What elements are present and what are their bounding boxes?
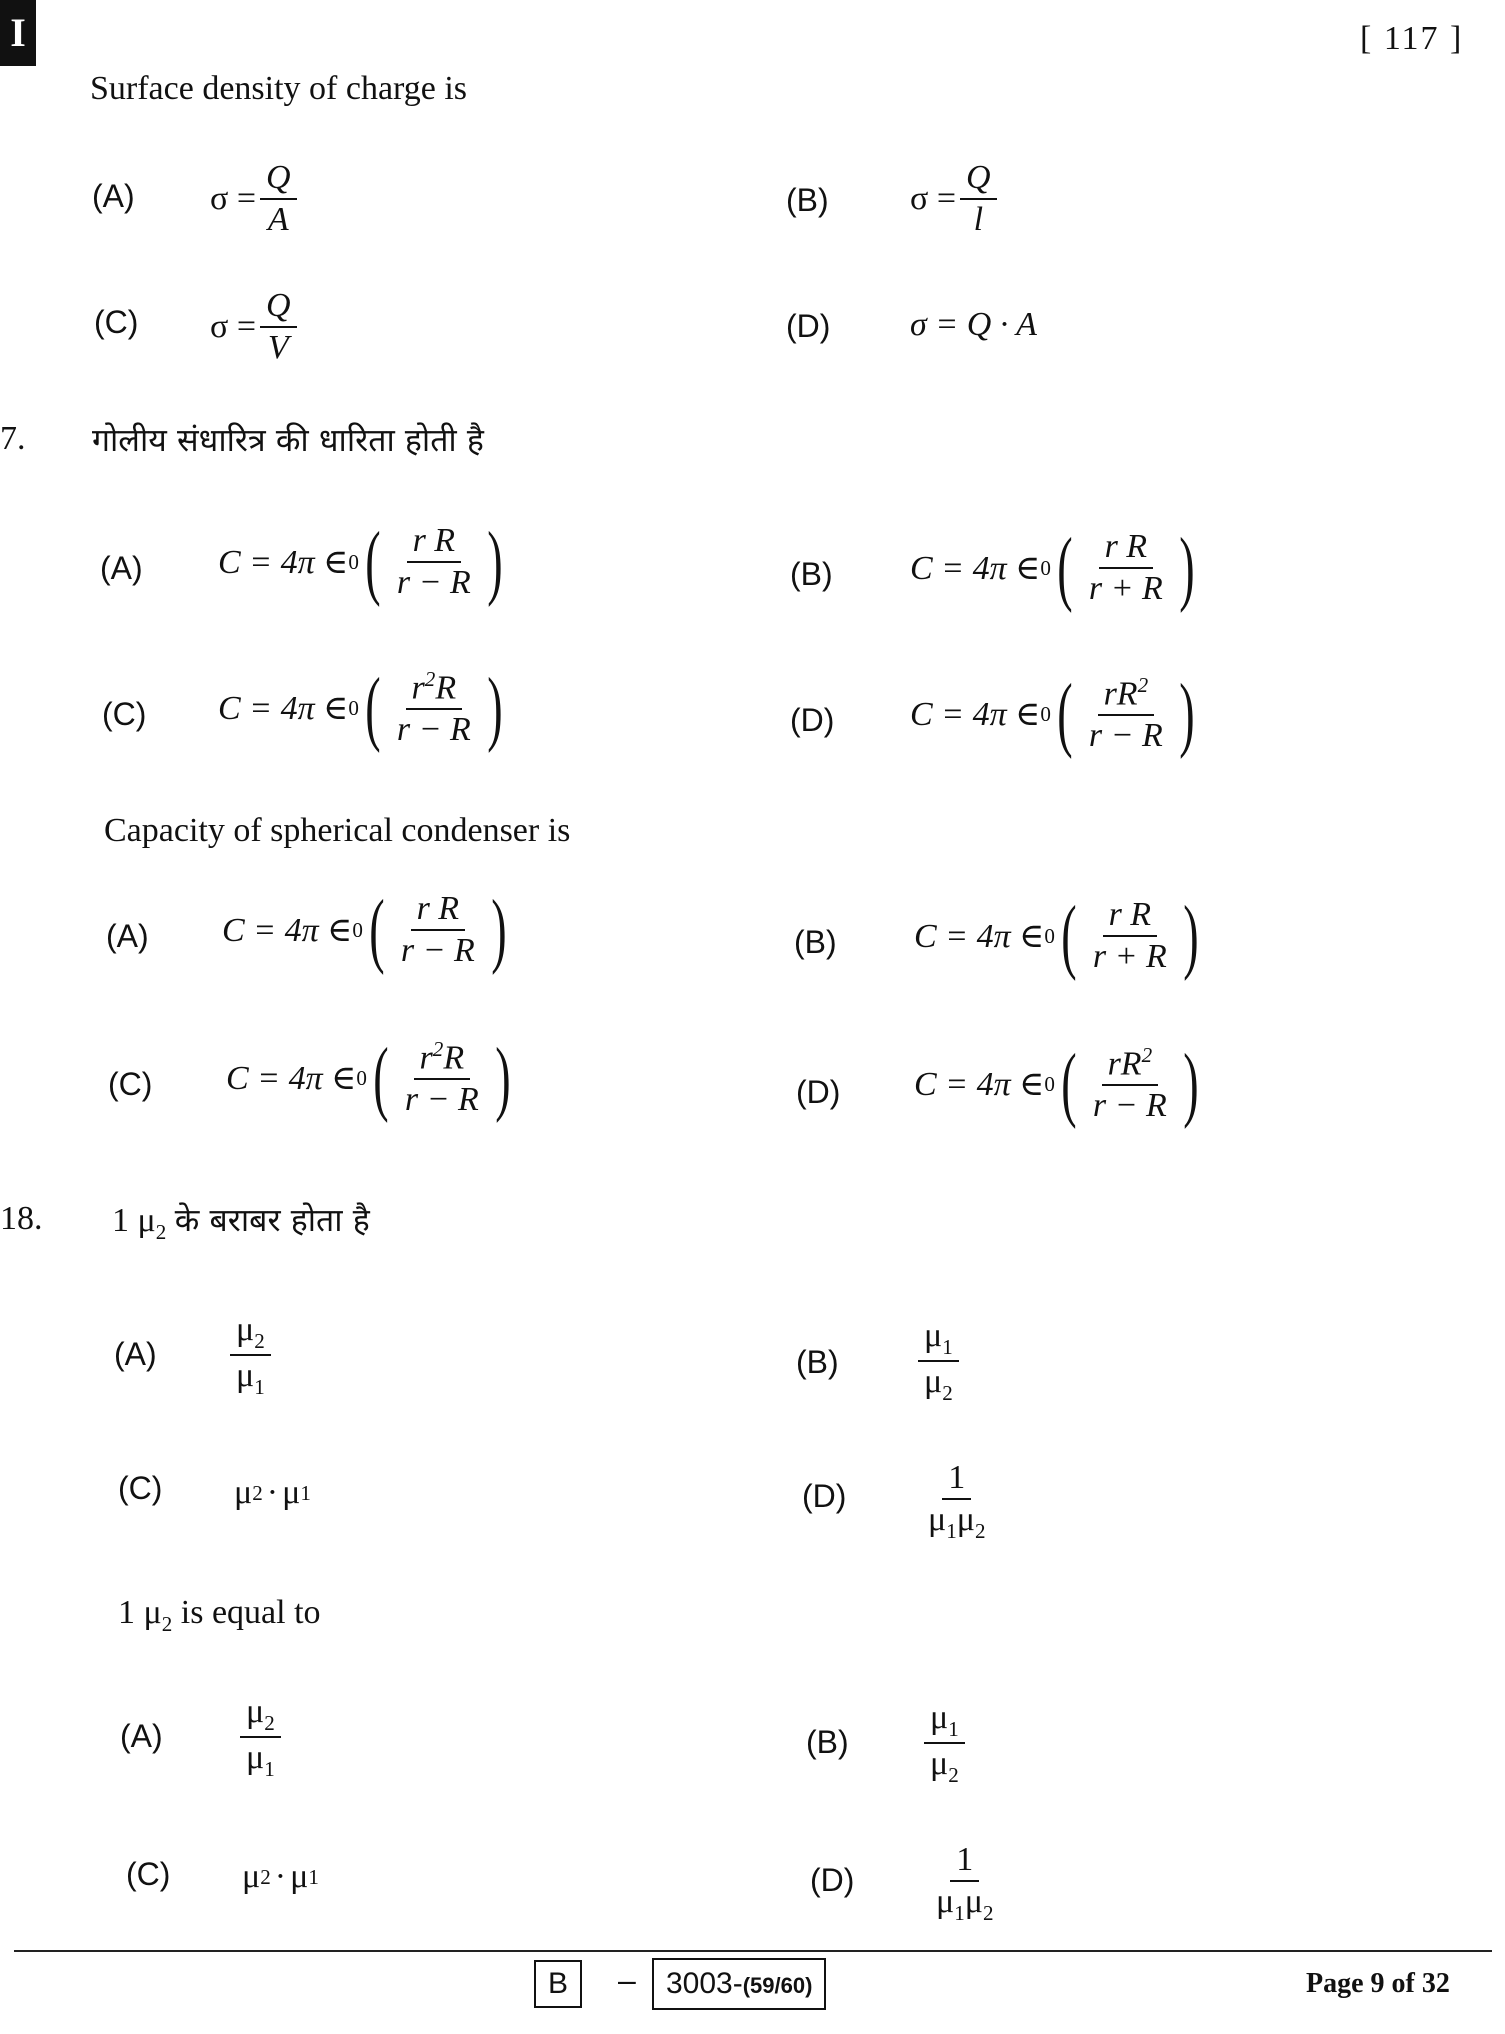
q17-en-d-lhs: C = 4π ∈	[914, 1066, 1045, 1103]
q16-b-lhs: σ =	[910, 179, 957, 217]
q18-en-option-d-label: (D)	[810, 1862, 855, 1898]
q17-hi-c-lhs: C = 4π ∈	[218, 690, 349, 727]
q18-stem-hindi: 1 $\mu_2$ के बराबर होता है	[112, 1201, 370, 1244]
q16-a-den: A	[267, 200, 289, 238]
q18-hi-option-d-expr: $\frac{1}{\mu_1\mu_2}$	[928, 1459, 986, 1543]
q16-stem-english: Surface density of charge is	[90, 70, 468, 107]
q17-hi-option-a-label: (A)	[100, 550, 143, 586]
q16-option-b-label: (B)	[786, 182, 829, 218]
q17-en-b-den: r + R	[1092, 938, 1167, 975]
q17-hi-b-sub: 0	[1040, 555, 1051, 580]
q17-hi-option-b-label: (B)	[790, 556, 833, 592]
q18-en-option-a-label: (A)	[120, 1718, 163, 1754]
q17-hi-a-den: r − R	[396, 564, 471, 601]
q16-a-lhs: σ =	[210, 179, 257, 217]
q17-hi-d-sub: 0	[1040, 701, 1051, 726]
q17-en-d-den: r − R	[1092, 1087, 1167, 1125]
q16-c-lhs: σ =	[210, 307, 257, 345]
q18-en-option-a-expr: $\frac{\mu_2}{\mu_1}$	[236, 1694, 285, 1780]
q17-hi-option-b-expr: C = 4π ∈ 0 ( $\frac{\text{r R}}{r + R}$ )	[910, 521, 1195, 614]
footer-dash: –	[618, 1962, 636, 1998]
q17-hi-a-num: r R	[407, 523, 462, 563]
q17-en-option-b-expr: C = 4π ∈ 0 ( $\frac{\text{r R}}{r + R}$ )	[914, 889, 1199, 982]
q17-stem-english: Capacity of spherical condenser is	[104, 812, 571, 849]
q17-number: 7.	[0, 420, 26, 457]
q17-hi-c-den: r − R	[396, 711, 471, 749]
q17-en-a-num: r R	[411, 891, 466, 931]
q17-hi-d-den: r − R	[1088, 717, 1163, 755]
q17-hi-b-den: r + R	[1088, 570, 1163, 607]
section-mark: I	[0, 0, 36, 66]
q18-stem-english: 1 $\mu_2$ is equal to	[118, 1594, 321, 1636]
q17-hi-d-num: $rR^2$	[1098, 674, 1155, 716]
q17-en-option-a-label: (A)	[106, 918, 149, 954]
q17-en-a-den: r − R	[400, 932, 475, 969]
q17-hi-b-lhs: C = 4π ∈	[910, 550, 1041, 587]
q17-hi-c-num: $r^2R$	[406, 668, 463, 710]
q18-hi-option-c-label: (C)	[118, 1470, 163, 1506]
q17-en-b-sub: 0	[1044, 923, 1055, 948]
q16-option-a-label: (A)	[92, 178, 135, 214]
q16-c-den: V	[267, 328, 289, 366]
q17-hi-option-d-label: (D)	[790, 702, 835, 738]
page-code: [ 117 ]	[1360, 20, 1464, 57]
q18-en-option-d-expr: $\frac{1}{\mu_1\mu_2}$	[936, 1841, 994, 1925]
q17-en-option-d-expr: C = 4π ∈ 0 ( $\frac{rR^2}{r - R}$ )	[914, 1037, 1199, 1130]
q16-a-num: Q	[260, 160, 297, 200]
footer-code: 3003-	[666, 1967, 743, 2000]
q17-hi-a-lhs: C = 4π ∈	[218, 544, 349, 581]
q18-hi-option-a-label: (A)	[114, 1336, 157, 1372]
q17-en-a-sub: 0	[352, 917, 363, 942]
q16-b-den: l	[973, 200, 984, 238]
q17-en-d-sub: 0	[1044, 1071, 1055, 1096]
q17-en-c-lhs: C = 4π ∈	[226, 1060, 357, 1097]
q16-option-c-label: (C)	[94, 304, 139, 340]
q18-en-option-c-expr: μ 2 · μ 1	[242, 1858, 319, 1895]
q17-en-d-num: $rR^2$	[1102, 1044, 1159, 1086]
q17-hi-b-num: r R	[1099, 529, 1154, 569]
q17-hi-option-d-expr: C = 4π ∈ 0 ( $\frac{rR^2}{r - R}$ )	[910, 667, 1195, 760]
q18-number: 18.	[0, 1200, 43, 1237]
q18-hi-option-a-expr: $\frac{\mu_2}{\mu_1}$	[226, 1312, 275, 1398]
q17-en-option-d-label: (D)	[796, 1074, 841, 1110]
footer-code-small: (59/60)	[742, 1973, 813, 1998]
q18-en-option-c-label: (C)	[126, 1856, 171, 1892]
q17-hi-option-a-expr: C = 4π ∈ 0 ( $\frac{\text{r R}}{r - R}$ )	[218, 515, 503, 608]
footer-series-box: B	[534, 1960, 582, 2008]
q17-hi-d-lhs: C = 4π ∈	[910, 696, 1041, 733]
q18-hi-option-b-expr: $\frac{\mu_1}{\mu_2}$	[914, 1318, 963, 1404]
q17-en-option-c-expr: C = 4π ∈ 0 ( $\frac{r^2R}{r - R}$ )	[226, 1031, 511, 1124]
q16-option-b-expr	[910, 160, 1001, 237]
q18-en-option-b-expr: $\frac{\mu_1}{\mu_2}$	[920, 1700, 969, 1786]
q17-en-a-lhs: C = 4π ∈	[222, 912, 353, 949]
q17-hi-c-sub: 0	[348, 695, 359, 720]
q17-en-b-lhs: C = 4π ∈	[914, 918, 1045, 955]
q16-c-num: Q	[260, 288, 297, 328]
q16-option-d-expr: σ = Q · A	[910, 306, 1037, 343]
q16-option-d-label: (D)	[786, 308, 831, 344]
q18-hi-option-c-expr: μ 2 · μ 1	[234, 1474, 311, 1511]
q18-hi-option-b-label: (B)	[796, 1344, 839, 1380]
q17-hi-a-sub: 0	[348, 549, 359, 574]
footer-rule	[14, 1950, 1492, 1952]
footer-page-number: Page 9 of 32	[1306, 1968, 1450, 1999]
q17-en-option-b-label: (B)	[794, 924, 837, 960]
q17-en-b-num: r R	[1103, 897, 1158, 937]
q17-stem-hindi: गोलीय संधारित्र की धारिता होती है	[92, 421, 484, 459]
q17-en-c-den: r − R	[404, 1081, 479, 1119]
q17-hi-option-c-label: (C)	[102, 696, 147, 732]
q16-option-a-expr	[210, 160, 301, 237]
q17-hi-option-c-expr: C = 4π ∈ 0 ( $\frac{r^2R}{r - R}$ )	[218, 661, 503, 754]
q17-en-option-c-label: (C)	[108, 1066, 153, 1102]
q17-en-option-a-expr: C = 4π ∈ 0 ( $\frac{\text{r R}}{r - R}$ )	[222, 883, 507, 976]
q18-en-option-b-label: (B)	[806, 1724, 849, 1760]
q17-en-c-num: $r^2R$	[414, 1038, 471, 1080]
q16-b-num: Q	[960, 160, 997, 200]
q17-en-c-sub: 0	[356, 1065, 367, 1090]
q16-option-c-expr	[210, 288, 301, 365]
q18-hi-option-d-label: (D)	[802, 1478, 847, 1514]
footer-code-box	[652, 1958, 826, 2010]
